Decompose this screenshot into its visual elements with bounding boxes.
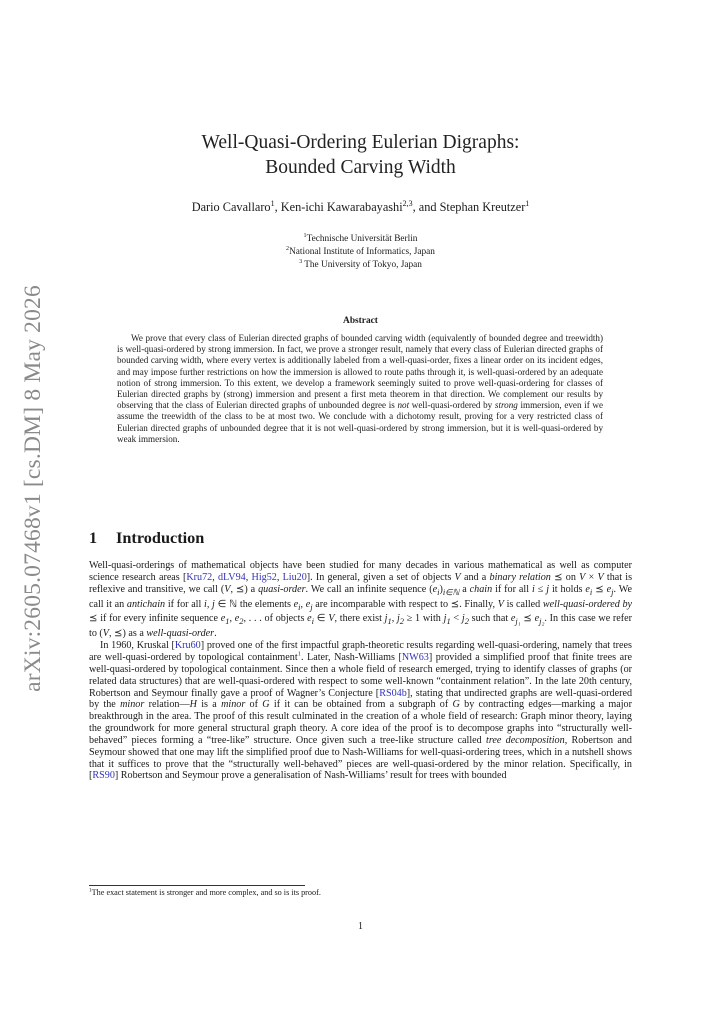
text-run: ∈ ℕ the elements <box>214 598 294 610</box>
italic-run: j <box>384 613 388 625</box>
citation-link[interactable]: RS04b <box>379 687 407 699</box>
italic-run: e <box>293 598 299 610</box>
citation-link[interactable]: Kru72 <box>186 571 213 583</box>
text-run: , . . . of objects <box>243 613 308 625</box>
author: Dario Cavallaro$^1$ <box>191 198 275 214</box>
text-run: ⪯ if for every infinite sequence <box>89 613 221 625</box>
italic-run: G <box>262 699 270 711</box>
text-run: In 1960, Kruskal [ <box>100 640 175 652</box>
citation-link[interactable]: Kru60 <box>174 640 201 652</box>
citation-link[interactable]: Liu20 <box>282 571 307 583</box>
text-run: if it can be obtained from a subgraph of <box>269 699 453 711</box>
subscript: 2 <box>399 616 405 627</box>
author: Stephan Kreutzer$^1$ <box>439 198 530 214</box>
text-run: , ⪯) a <box>230 583 259 595</box>
text-run: ⪯ on <box>550 571 580 583</box>
italic-run: minor <box>120 699 145 711</box>
text-run: < <box>450 613 462 625</box>
italic-run: e <box>307 613 312 625</box>
italic-run: V <box>454 571 461 583</box>
text-run: ⪯ <box>520 613 535 625</box>
italic-run: e <box>220 613 226 625</box>
footnote: $^1$The exact statement is stronger and more complex, and so is its proof. <box>89 887 321 897</box>
text-run: ∈ <box>314 613 329 625</box>
text-run: . Later, Nash-Williams [ <box>300 652 402 663</box>
italic-run: quasi-order <box>258 583 306 595</box>
text-run: and a <box>460 571 490 583</box>
text-run: , ⪯) as a <box>108 628 147 640</box>
text-run: that is reflexive and transitive, we call ( <box>89 571 633 595</box>
citation-link[interactable]: dLV94 <box>217 571 246 583</box>
italic-run: antichain <box>126 598 166 610</box>
subscript: j₁ <box>515 616 521 627</box>
text-run: ]. In general, given a set of objects <box>306 571 455 583</box>
abstract-text <box>117 333 603 445</box>
italic-run: H <box>189 699 197 711</box>
subscript: 1 <box>446 616 451 627</box>
section-title: Introduction <box>116 528 205 547</box>
text-run: , <box>391 613 397 625</box>
abstract-heading: Abstract <box>343 316 378 326</box>
arxiv-identifier: arXiv:2605.07468v1 [cs.DM] 8 May 2026 <box>19 284 46 692</box>
text-run: × <box>585 571 598 583</box>
body-paragraph <box>89 640 632 782</box>
footnote-ref[interactable]: 1 <box>297 650 301 658</box>
text-run: ], stating that undirected graphs are well-quasi-ordered by the <box>89 687 633 711</box>
text-run: ⪯ <box>592 583 607 595</box>
italic-run: not <box>397 400 410 411</box>
citation-link[interactable]: NW63 <box>401 652 429 663</box>
text-run: ≤ <box>534 583 547 595</box>
text-run: , <box>229 613 235 625</box>
text-run: well-quasi-ordered by <box>409 400 495 411</box>
italic-run: G <box>452 699 460 711</box>
italic-run: e <box>510 613 516 625</box>
italic-run: j <box>461 613 465 625</box>
italic-run: e <box>585 583 590 595</box>
affiliation: $^3$ The University of Tokyo, Japan <box>299 258 422 270</box>
arxiv-sidebar-stamp <box>4 284 62 692</box>
italic-run: V <box>579 571 586 583</box>
text-run: a <box>459 583 470 595</box>
affiliation: $^1$Technische Universität Berlin <box>303 232 418 244</box>
section-heading <box>89 528 204 548</box>
text-run: ] proved one of the first impactful graph-theoretic results regarding well-quasi-ordering, namely that trees are well-quasi-ordered by topological containment <box>89 640 632 663</box>
italic-run: tree decomposition <box>486 734 565 746</box>
author-list: Dario Cavallaro$^1$, Ken-ichi Kawarabayashi$^{2,3}$, and Stephan Kreutzer$^1$ <box>191 198 530 214</box>
citation-link[interactable]: RS90 <box>92 770 115 782</box>
italic-run: V <box>102 628 109 640</box>
page-number: 1 <box>358 921 363 932</box>
subscript: j₂ <box>539 616 545 627</box>
italic-run: j <box>443 613 447 625</box>
text-run: by contracting edges—marking a major breakthrough in the area. The proof of this result culminated in the creation of a whole field of research: Graph minor theory, laying the groundwork for more general structural graph theory. A core idea of the proof is to decompose graphs into “structurally well-behaved” pieces forming a “tree-like” structure. Once given such a tree-like structure called <box>89 699 632 746</box>
italic-run: j <box>396 613 400 625</box>
text-run: . In this case we refer to ( <box>89 613 633 640</box>
italic-run: well-quasi-ordered by <box>542 598 632 610</box>
italic-run: well-quasi-order <box>146 628 215 640</box>
text-run: if for all <box>165 598 205 610</box>
subscript: 1 <box>387 616 392 627</box>
italic-run: V <box>597 571 604 583</box>
subscript: 2 <box>464 616 469 627</box>
text-run: , Robertson and Seymour showed that one may lift the simplified proof due to Nash-Williams for well-quasi-ordering trees, which in a nutshell shows that it suffices to prove that the “structurally well-behaved” pieces are well-quasi-ordered by the minor relation. Specifically, in [ <box>89 734 632 782</box>
text-run: Well-quasi-orderings of mathematical objects have been studied for many decades in various mathematical as well as computer science research areas [ <box>89 560 632 583</box>
italic-run: i, j <box>204 598 215 610</box>
text-run: is a <box>196 699 222 711</box>
italic-run: V <box>328 613 335 625</box>
paper-title <box>90 130 631 180</box>
text-run: . We call it an <box>89 583 632 610</box>
italic-run: e <box>534 613 540 625</box>
italic-run: e <box>305 598 311 610</box>
subscript: i <box>298 601 301 612</box>
text-run: , <box>300 598 306 610</box>
text-run: , <box>245 571 252 583</box>
citation-link[interactable]: Hig52 <box>251 571 277 583</box>
affiliation: $^2$National Institute of Informatics, Japan <box>286 245 435 257</box>
subscript: 2 <box>239 616 244 627</box>
italic-run: V <box>224 583 231 595</box>
text-run: are incomparable with respect to ⪯. Finally, <box>312 598 498 610</box>
text-run: if for all <box>492 583 532 595</box>
subscript: i <box>311 616 315 627</box>
italic-run: i <box>531 583 535 595</box>
text-run: , there exist <box>334 613 385 625</box>
text-run: such that <box>468 613 511 625</box>
section-number: 1 <box>89 528 98 547</box>
subscript: j <box>310 601 313 612</box>
text-run: immersion, even if we assume the treewidth of the class to be at most two. We conclude with a dichotomy result, proving for a very restricted class of Eulerian directed graphs of unbounded degree that it is not well-quasi-ordered by strong immersion, but it is well-quasi-ordered by weak immersion. <box>117 400 603 444</box>
text-run: . <box>214 628 217 640</box>
text-run: , <box>276 571 283 583</box>
text-run: it holds <box>549 583 586 595</box>
italic-run: chain <box>469 583 493 595</box>
text-run: of <box>245 699 263 711</box>
text-run: relation— <box>144 699 190 711</box>
subscript: i <box>589 586 593 597</box>
text-run: ) <box>439 583 443 595</box>
text-run: . We call an infinite sequence ( <box>305 583 433 595</box>
affiliations <box>90 233 631 272</box>
footnote-rule <box>89 885 305 886</box>
subscript: 1 <box>225 616 230 627</box>
italic-run: minor <box>221 699 246 711</box>
italic-run: e <box>432 583 438 595</box>
body-paragraph <box>89 560 632 640</box>
title-line-1: Well-Quasi-Ordering Eulerian Digraphs: <box>201 132 520 153</box>
italic-run: j <box>546 583 550 595</box>
italic-run: binary relation <box>489 571 551 583</box>
body-text <box>89 560 632 782</box>
text-run: ] provided a simplified proof that finite trees are well-quasi-ordered by topological containment. Since then a whole field of research emerged, trying to identify classes of graphs (or related data structures) that are well-quasi-ordered with respect to some well-known “containment relation”. In the late 20th century, Robertson and Seymour finally gave a proof of Wagner’s Conjecture [ <box>89 652 633 699</box>
text-run: ≥ 1 with <box>404 613 444 625</box>
text-run: , <box>212 571 218 583</box>
subscript: i∈ℕ <box>442 586 460 597</box>
italic-run: strong <box>494 400 518 411</box>
italic-run: e <box>606 583 612 595</box>
author: Ken-ichi Kawarabayashi$^{2,3}$ <box>280 198 413 214</box>
subscript: j <box>611 586 614 597</box>
text-run: We prove that every class of Eulerian directed graphs of bounded carving width (equivalently of bounded degree and treewidth) is well-quasi-ordered by strong immersion. In fact, we prove a stronger result, namely that every class of Eulerian directed graphs of bounded carving width, where every vertex is additionally labeled from a well-quasi-order, fixes a linear order on its incident edges, and may impose further restrictions on how the immersion is allowed to route paths through it, is well-quasi-ordered by an adequate notion of strong immersion. To this extent, we develop a framework seemingly suited to prove well-quasi-ordering for classes of Eulerian directed graphs by (strong) immersion and present a first meta theorem in that direction. We complement our results by observing that the class of Eulerian directed graphs of unbounded degree is <box>117 333 603 411</box>
subscript: i <box>437 586 440 597</box>
italic-run: V <box>497 598 504 610</box>
text-run: ] Robertson and Seymour prove a generalisation of Nash-Williams’ result for trees with bounded <box>114 770 507 782</box>
italic-run: e <box>234 613 240 625</box>
text-run: is called <box>503 598 543 610</box>
title-line-2: Bounded Carving Width <box>265 157 456 178</box>
